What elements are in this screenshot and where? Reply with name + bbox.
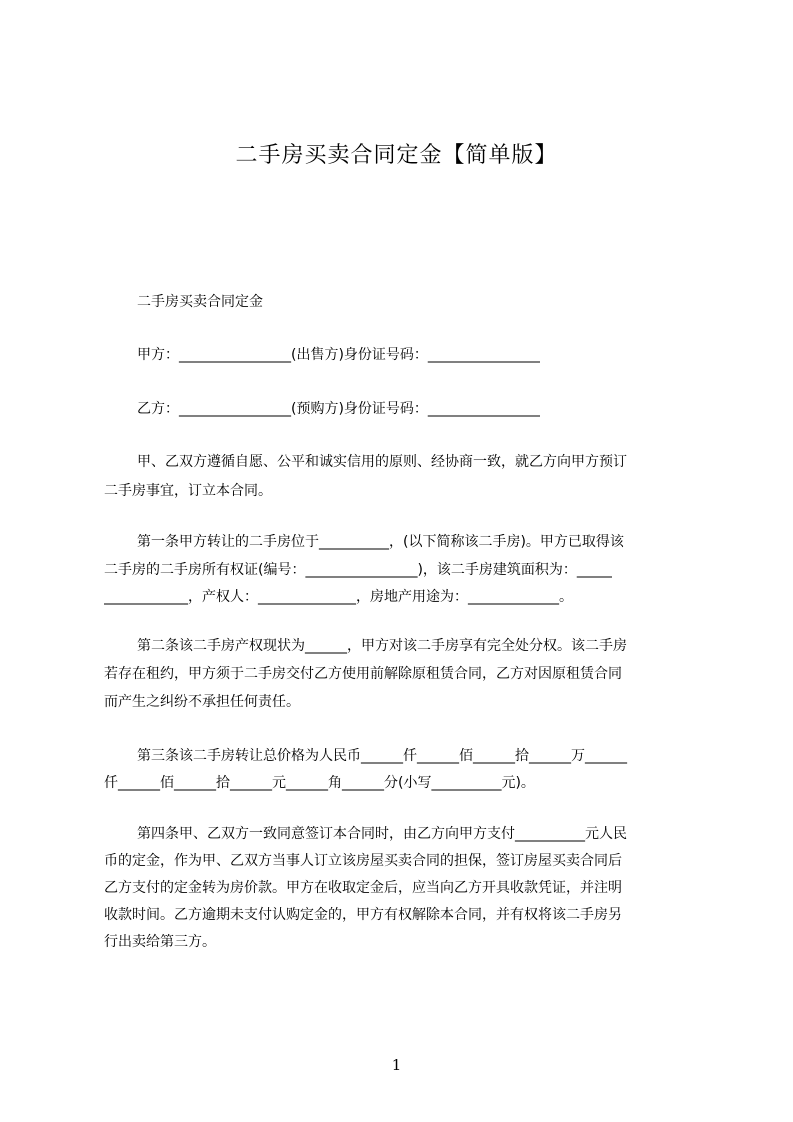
article-2-line: 而产生之纠纷不承担任何责任。: [104, 694, 300, 710]
party-a-line: 甲方：________________(出售方)身份证号码：________________: [137, 347, 540, 363]
page-number: 1: [391, 1056, 402, 1074]
preamble-line: 二手房事宜，订立本合同。: [104, 483, 272, 499]
article-4-line: 行出卖给第三方。: [104, 934, 216, 950]
document-title: 二手房买卖合同定金【简单版】: [235, 143, 558, 168]
preamble-line: 甲、乙双方遵循自愿、公平和诚实信用的原则、经协商一致，就乙方向甲方预订: [137, 454, 627, 470]
article-4-line: 收款时间。乙方逾期未支付认购定金的，甲方有权解除本合同，并有权将该二手房另: [104, 907, 622, 923]
article-1-line: ____________，产权人：______________，房地产用途为：_____________。: [104, 589, 573, 605]
article-2-line: 第二条该二手房产权现状为______，甲方对该二手房享有完全处分权。该二手房: [137, 638, 627, 654]
subtitle: 二手房买卖合同定金: [137, 294, 263, 310]
article-2-line: 若存在租约，甲方须于二手房交付乙方使用前解除原租赁合同，乙方对因原租赁合同: [104, 666, 622, 682]
article-1-line: 二手房的二手房所有权证(编号：________________)，该二手房建筑面积为：_____: [104, 562, 612, 578]
article-3-line: 第三条该二手房转让总价格为人民币______仟______佰______拾______万______: [137, 748, 627, 764]
party-b-line: 乙方：________________(预购方)身份证号码：________________: [137, 401, 540, 417]
article-1-line: 第一条甲方转让的二手房位于__________，(以下简称该二手房)。甲方已取得该: [137, 534, 624, 550]
article-4-line: 币的定金，作为甲、乙双方当事人订立该房屋买卖合同的担保，签订房屋买卖合同后: [104, 853, 622, 869]
article-3-line: 仟______佰______拾______元______角______分(小写__________元)。: [104, 775, 535, 791]
article-4-line: 乙方支付的定金转为房价款。甲方在收取定金后，应当向乙方开具收款凭证，并注明: [104, 880, 622, 896]
article-4-line: 第四条甲、乙双方一致同意签订本合同时，由乙方向甲方支付__________元人民: [137, 826, 627, 842]
